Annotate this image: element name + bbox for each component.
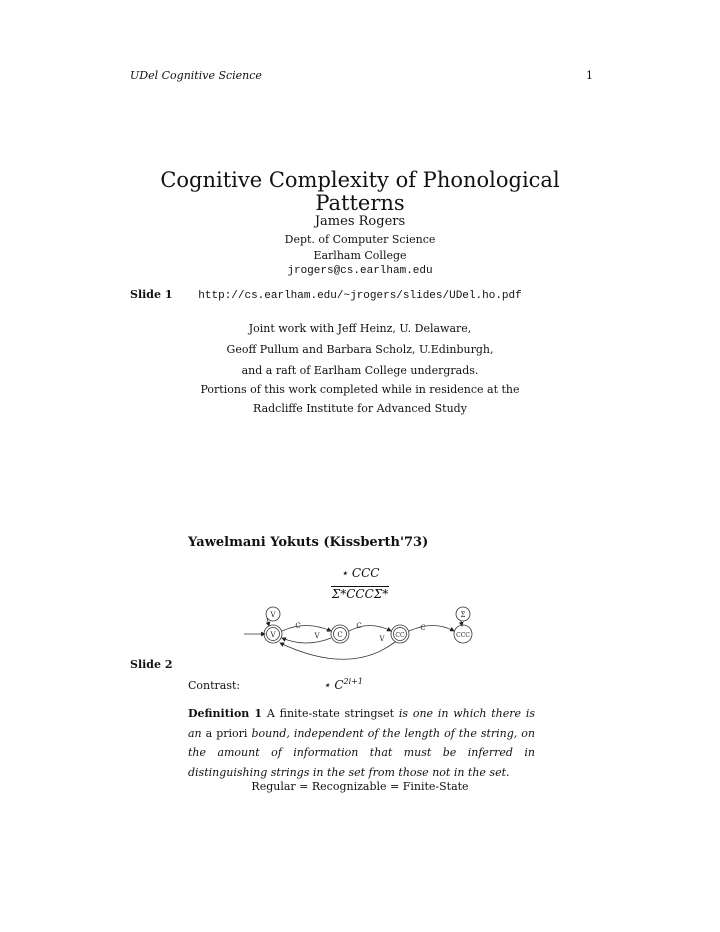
definition-label: Definition 1 <box>188 707 263 720</box>
star-ccc-formula: ⋆ CCC <box>340 566 380 580</box>
slide-1-label: Slide 1 <box>130 288 173 301</box>
author-name: James Rogers <box>314 214 406 229</box>
acknowledgement-line: Radcliffe Institute for Advanced Study <box>253 402 467 415</box>
edge-c-v <box>282 638 331 643</box>
state-ccc-label: CCC <box>456 632 470 639</box>
finite-state-automaton-diagram <box>240 604 490 666</box>
author-department: Dept. of Computer Science <box>284 233 436 246</box>
author-institution: Earlham College <box>313 249 407 262</box>
definition-text: is one in which there is an <box>188 707 535 740</box>
definition-block <box>188 704 535 782</box>
contrast-label: Contrast: <box>188 679 241 692</box>
slide-2-label: Slide 2 <box>130 658 173 671</box>
section-heading: Yawelmani Yokuts (Kissberth'73) <box>188 535 429 550</box>
definition-text: bound, independent of the length of the string, on the amount of information that must be inferred in distinguishing strings in the set from those not in the set. <box>188 726 536 779</box>
complement-overline-text: Σ*CCCΣ* <box>331 587 389 601</box>
edge-v-c <box>282 626 331 632</box>
paper-title: Cognitive Complexity of Phonological Patterns <box>160 168 560 215</box>
loop-v-label: V <box>270 611 276 619</box>
joint-work-line: Geoff Pullum and Barbara Scholz, U.Edinburgh, <box>226 343 494 356</box>
regular-equivalence: Regular = Recognizable = Finite-State <box>251 780 469 793</box>
state-c-label: C <box>337 631 343 639</box>
edge-v1-label: V <box>314 632 320 640</box>
acknowledgement-note <box>160 380 560 418</box>
edge-v2-label: V <box>379 635 385 643</box>
contrast-base: ⋆ C <box>323 678 344 692</box>
page-number: 1 <box>586 69 593 82</box>
edge-c-cc <box>349 626 391 632</box>
contrast-exponent: 2i+1 <box>343 677 363 686</box>
joint-work-line: Joint work with Jeff Heinz, U. Delaware, <box>248 322 472 335</box>
edge-cc-ccc <box>409 626 454 632</box>
edge-c2-label: C <box>356 622 362 630</box>
joint-work-note <box>160 318 560 381</box>
loop-sigma-label: Σ <box>460 611 466 619</box>
acknowledgement-line: Portions of this work completed while in residence at the <box>200 383 520 396</box>
running-head: UDel Cognitive Science <box>130 69 262 82</box>
definition-text: a priori <box>205 726 248 740</box>
state-v-label: V <box>270 631 276 639</box>
joint-work-line: and a raft of Earlham College undergrads. <box>241 364 479 377</box>
author-email: jrogers@cs.earlham.edu <box>287 265 433 277</box>
edge-c1-label: C <box>295 622 301 630</box>
edge-c3-label: C <box>420 624 426 632</box>
state-cc-label: CC <box>395 632 405 639</box>
slides-url[interactable]: http://cs.earlham.edu/~jrogers/slides/UDel.ho.pdf <box>198 290 522 302</box>
complement-formula <box>260 587 460 601</box>
definition-text: A finite-state stringset <box>266 707 395 720</box>
contrast-formula <box>323 677 363 692</box>
edge-cc-v <box>280 642 395 659</box>
